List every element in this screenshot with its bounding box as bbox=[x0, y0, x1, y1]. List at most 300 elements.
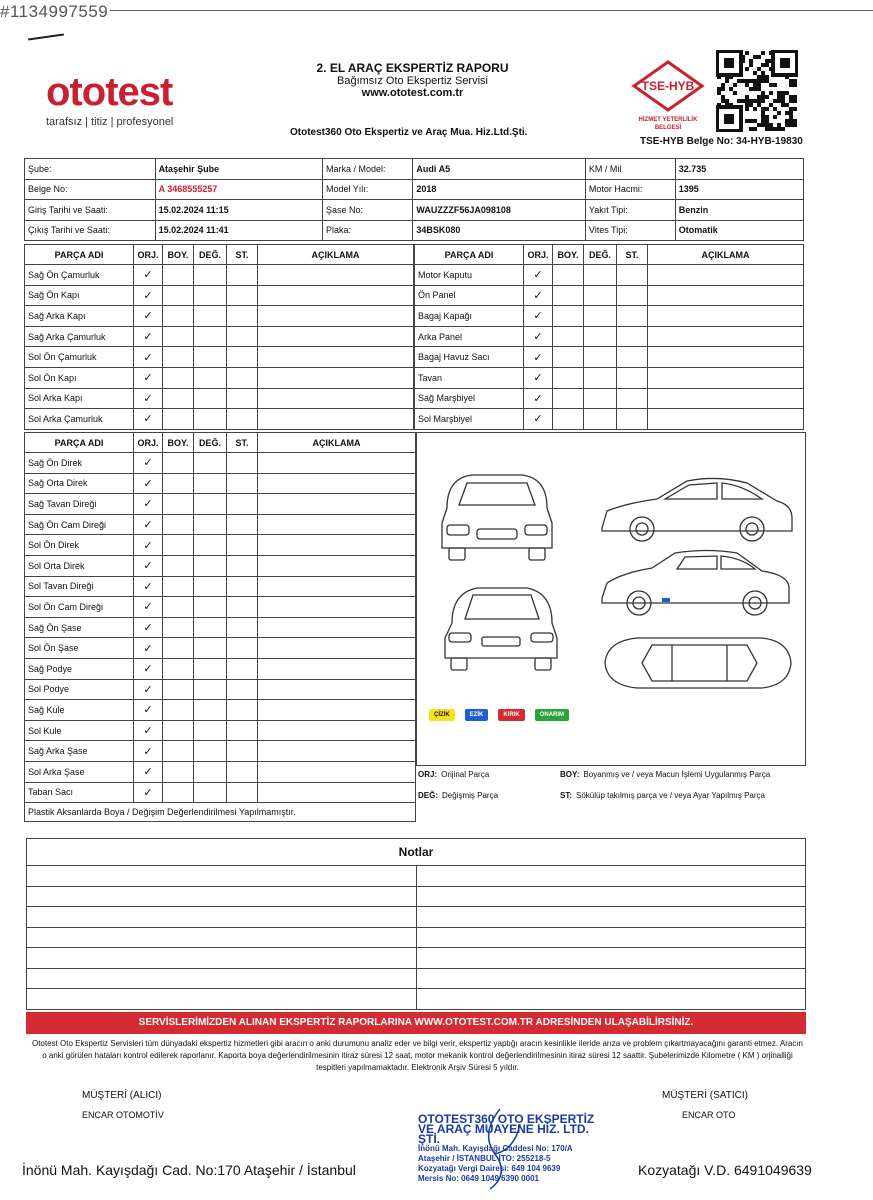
boy-cell bbox=[163, 514, 194, 535]
deg-cell bbox=[584, 367, 617, 388]
st-cell bbox=[227, 597, 258, 618]
part-name: Sağ Arka Kapı bbox=[25, 306, 134, 327]
st-cell bbox=[227, 265, 258, 286]
description-cell bbox=[648, 409, 804, 430]
orj-check-icon: ✓ bbox=[524, 409, 553, 430]
website-link[interactable]: www.ototest.com.tr bbox=[361, 87, 464, 99]
description-cell bbox=[258, 514, 416, 535]
description-cell bbox=[258, 347, 414, 368]
part-row bbox=[25, 535, 416, 556]
orj-check-icon: ✓ bbox=[524, 326, 553, 347]
column-header-part: PARÇA ADI bbox=[25, 433, 134, 453]
part-name: Sağ Ön Çamurluk bbox=[25, 265, 134, 286]
notes-row bbox=[27, 989, 806, 1010]
part-name: Sağ Tavan Direği bbox=[25, 494, 134, 515]
car-damage-diagram bbox=[416, 432, 806, 766]
description-cell bbox=[258, 617, 416, 638]
part-row bbox=[415, 367, 804, 388]
info-label: Giriş Tarihi ve Saati: bbox=[25, 200, 156, 221]
orj-check-icon: ✓ bbox=[524, 367, 553, 388]
part-name: Sağ Ön Şase bbox=[25, 617, 134, 638]
part-row bbox=[25, 700, 416, 721]
boy-cell bbox=[163, 409, 194, 430]
vehicle-info-table bbox=[24, 158, 804, 241]
notes-cell[interactable] bbox=[416, 886, 806, 907]
notes-cell[interactable] bbox=[416, 968, 806, 989]
boy-cell bbox=[163, 720, 194, 741]
part-name: Taban Sacı bbox=[25, 782, 134, 803]
boy-cell bbox=[163, 326, 194, 347]
info-label: Vites Tipi: bbox=[585, 220, 675, 241]
stamp-line-3: İnönü Mah. Kayışdağı Caddesi No: 170/A bbox=[418, 1144, 573, 1153]
boy-cell bbox=[163, 700, 194, 721]
boy-cell bbox=[163, 265, 194, 286]
buyer-label: MÜŞTERİ (ALICI) bbox=[82, 1090, 162, 1101]
description-cell bbox=[258, 306, 414, 327]
part-row bbox=[25, 473, 416, 494]
boy-cell bbox=[163, 494, 194, 515]
info-value: Ataşehir Şube bbox=[155, 159, 322, 180]
notes-cell[interactable] bbox=[27, 948, 417, 969]
description-cell bbox=[648, 347, 804, 368]
orj-check-icon: ✓ bbox=[134, 597, 163, 618]
info-row bbox=[25, 159, 804, 180]
stamp-line-2: VE ARAÇ MUAYENE HİZ. LTD. ŞTİ. bbox=[418, 1122, 589, 1146]
part-row bbox=[25, 617, 416, 638]
column-header-deg: DEĞ. bbox=[194, 245, 227, 265]
notes-row bbox=[27, 927, 806, 948]
deg-cell bbox=[194, 388, 227, 409]
notes-cell[interactable] bbox=[27, 886, 417, 907]
boy-cell bbox=[553, 347, 584, 368]
part-row bbox=[25, 720, 416, 741]
part-row bbox=[415, 306, 804, 327]
website-banner: SERVİSLERİMİZDEN ALINAN EKSPERTİZ RAPORLARINA WWW.OTOTEST.COM.TR ADRESİNDEN ULAŞABİLİRSİNİZ. bbox=[26, 1012, 806, 1034]
part-name: Sağ Ön Kapı bbox=[25, 285, 134, 306]
description-cell bbox=[258, 388, 414, 409]
boy-cell bbox=[163, 555, 194, 576]
st-cell bbox=[227, 617, 258, 638]
legend-boy-key: BOY: bbox=[560, 770, 580, 779]
legend-orj-key: ORJ: bbox=[418, 770, 438, 779]
part-row bbox=[25, 638, 416, 659]
info-label: Çıkış Tarihi ve Saati: bbox=[25, 220, 156, 241]
legend-swatch-onarim: ONARIM bbox=[535, 709, 569, 721]
boy-cell bbox=[163, 347, 194, 368]
part-row bbox=[25, 658, 416, 679]
part-name: Sol Marşbiyel bbox=[415, 409, 524, 430]
part-name: Sol Arka Çamurluk bbox=[25, 409, 134, 430]
notes-cell[interactable] bbox=[27, 968, 417, 989]
parts-header-row bbox=[415, 245, 804, 265]
boy-cell bbox=[163, 473, 194, 494]
part-name: Sağ Arka Şase bbox=[25, 741, 134, 762]
part-name: Tavan bbox=[415, 367, 524, 388]
body-parts-table-left bbox=[24, 244, 414, 430]
notes-row bbox=[27, 907, 806, 928]
description-cell bbox=[258, 367, 414, 388]
st-cell bbox=[227, 658, 258, 679]
boy-cell bbox=[163, 761, 194, 782]
tse-caption-1: HİZMET YETERLİLİK bbox=[638, 117, 698, 123]
part-row bbox=[25, 597, 416, 618]
info-value: 15.02.2024 11:41 bbox=[155, 220, 322, 241]
description-cell bbox=[258, 409, 414, 430]
notes-row bbox=[27, 968, 806, 989]
boy-cell bbox=[163, 597, 194, 618]
orj-check-icon: ✓ bbox=[134, 285, 163, 306]
deg-cell bbox=[194, 285, 227, 306]
part-name: Sol Tavan Direği bbox=[25, 576, 134, 597]
description-cell bbox=[258, 720, 416, 741]
orj-check-icon: ✓ bbox=[134, 453, 163, 474]
orj-check-icon: ✓ bbox=[524, 306, 553, 327]
deg-cell bbox=[194, 367, 227, 388]
st-cell bbox=[227, 473, 258, 494]
ototest-logo: ototest bbox=[46, 70, 173, 114]
deg-cell bbox=[584, 347, 617, 368]
st-cell bbox=[227, 347, 258, 368]
top-divider bbox=[110, 10, 873, 11]
part-name: Sol Arka Şase bbox=[25, 761, 134, 782]
notes-cell[interactable] bbox=[416, 948, 806, 969]
notes-header-row bbox=[27, 839, 806, 866]
part-name: Sol Ön Direk bbox=[25, 535, 134, 556]
info-value: A 3468555257 bbox=[155, 179, 322, 200]
boy-cell bbox=[163, 679, 194, 700]
deg-cell bbox=[194, 473, 227, 494]
legend-deg-key: DEĞ: bbox=[418, 791, 438, 800]
description-cell bbox=[258, 658, 416, 679]
part-name: Sol Podye bbox=[25, 679, 134, 700]
legend-st: Sökülüp takılmış parça ve / veya Ayar Yapılmış Parça bbox=[576, 791, 765, 800]
disclaimer-text: Ototest Oto Ekspertiz Servisleri tüm dünyadaki ekspertiz hizmetleri gibi aracın o anki durumunu analiz eder ve bilgi verir, ekspertiz yaptığı aracın kesinlikle ileride arıza ve problem çıkartmayacağını garanti etmez. Aracın o anki görülen hataları kontrol edilerek raporlanır. Kaporta boya değerlendirilmesinin itiraz süresi 12 saat, motor mekanik kontrol değerlendirilmesinin itiraz süresi 12 saattir. Şubelerimizde Kilometre ( KM ) orjinalliği tespitleri yapılmamaktadır. Elektronik Arşiv Süresi 5 yıldır. bbox=[31, 1039, 803, 1072]
deg-cell bbox=[194, 741, 227, 762]
boy-cell bbox=[553, 367, 584, 388]
boy-cell bbox=[163, 782, 194, 803]
part-name: Ön Panel bbox=[415, 285, 524, 306]
boy-cell bbox=[553, 265, 584, 286]
part-row bbox=[25, 306, 414, 327]
info-value: 32.735 bbox=[675, 159, 803, 180]
info-label: Şube: bbox=[25, 159, 156, 180]
report-subtitle: Bağımsız Oto Ekspertiz Servisi bbox=[337, 75, 488, 87]
st-cell bbox=[617, 306, 648, 327]
part-name: Sağ Ön Direk bbox=[25, 453, 134, 474]
orj-check-icon: ✓ bbox=[524, 347, 553, 368]
orj-check-icon: ✓ bbox=[134, 535, 163, 556]
description-cell bbox=[648, 367, 804, 388]
description-cell bbox=[258, 535, 416, 556]
stamp-line-1: OTOTEST360 OTO EKSPERTİZ bbox=[418, 1112, 595, 1126]
orj-check-icon: ✓ bbox=[524, 265, 553, 286]
orj-check-icon: ✓ bbox=[134, 720, 163, 741]
orj-check-icon: ✓ bbox=[134, 617, 163, 638]
part-name: Sağ Ön Cam Direği bbox=[25, 514, 134, 535]
orj-check-icon: ✓ bbox=[134, 494, 163, 515]
part-row bbox=[25, 388, 414, 409]
legend-swatch-ezi̇k: EZİK bbox=[465, 709, 489, 721]
orj-check-icon: ✓ bbox=[134, 473, 163, 494]
footer-tax-office: Kozyatağı V.D. 6491049639 bbox=[638, 1162, 812, 1178]
notes-title: Notlar bbox=[27, 839, 806, 866]
st-cell bbox=[227, 741, 258, 762]
part-name: Bagaj Kapağı bbox=[415, 306, 524, 327]
column-header-desc: AÇIKLAMA bbox=[258, 245, 414, 265]
boy-cell bbox=[163, 741, 194, 762]
notes-cell[interactable] bbox=[27, 989, 417, 1010]
legend-swatch-kirik: KIRIK bbox=[498, 709, 524, 721]
plastic-note: Plastik Aksanlarda Boya / Değişim Değerlendirilmesi Yapılmamıştır. bbox=[24, 802, 416, 822]
orj-check-icon: ✓ bbox=[524, 388, 553, 409]
stamp-line-4: Ataşehir / İSTANBUL İTO: 255218-5 bbox=[418, 1154, 551, 1163]
pen-mark bbox=[28, 34, 64, 41]
info-value: 34BSK080 bbox=[413, 220, 585, 241]
notes-table bbox=[26, 838, 806, 1010]
st-cell bbox=[227, 514, 258, 535]
notes-cell[interactable] bbox=[27, 907, 417, 928]
part-name: Motor Kaputu bbox=[415, 265, 524, 286]
part-row bbox=[25, 514, 416, 535]
parts-header-row bbox=[25, 433, 416, 453]
part-row bbox=[25, 265, 414, 286]
orj-check-icon: ✓ bbox=[134, 514, 163, 535]
description-cell bbox=[258, 265, 414, 286]
part-name: Sol Kule bbox=[25, 720, 134, 741]
info-label: Şase No: bbox=[322, 200, 412, 221]
tagline: tarafsız | titiz | profesyonel bbox=[46, 116, 174, 128]
part-name: Arka Panel bbox=[415, 326, 524, 347]
column-header-deg: DEĞ. bbox=[194, 433, 227, 453]
part-name: Sol Ön Çamurluk bbox=[25, 347, 134, 368]
description-cell bbox=[258, 326, 414, 347]
part-name: Sağ Orta Direk bbox=[25, 473, 134, 494]
listing-id: #1134997559 bbox=[0, 2, 109, 21]
legend-orj: Orijinal Parça bbox=[441, 770, 490, 779]
part-name: Sol Ön Şase bbox=[25, 638, 134, 659]
notes-cell[interactable] bbox=[27, 866, 417, 887]
boy-cell bbox=[163, 285, 194, 306]
part-name: Sol Arka Kapı bbox=[25, 388, 134, 409]
st-cell bbox=[227, 306, 258, 327]
info-label: Yakıt Tipi: bbox=[585, 200, 675, 221]
st-cell bbox=[227, 576, 258, 597]
legend-st-key: ST: bbox=[560, 791, 572, 800]
qr-code-icon[interactable] bbox=[716, 50, 798, 132]
notes-row bbox=[27, 948, 806, 969]
deg-cell bbox=[584, 306, 617, 327]
info-row bbox=[25, 179, 804, 200]
orj-check-icon: ✓ bbox=[134, 638, 163, 659]
info-label: Plaka: bbox=[322, 220, 412, 241]
info-row bbox=[25, 220, 804, 241]
body-parts-table-right bbox=[414, 244, 804, 430]
orj-check-icon: ✓ bbox=[134, 761, 163, 782]
orj-check-icon: ✓ bbox=[524, 285, 553, 306]
st-cell bbox=[227, 367, 258, 388]
part-row bbox=[415, 285, 804, 306]
company-name: Ototest360 Oto Ekspertiz ve Araç Mua. Hiz.Ltd.Şti. bbox=[290, 127, 528, 138]
info-value: 15.02.2024 11:15 bbox=[155, 200, 322, 221]
description-cell bbox=[258, 473, 416, 494]
boy-cell bbox=[553, 409, 584, 430]
description-cell bbox=[258, 453, 416, 474]
st-cell bbox=[617, 367, 648, 388]
notes-cell[interactable] bbox=[416, 927, 806, 948]
buyer-name: ENCAR OTOMOTİV bbox=[82, 1110, 164, 1120]
column-header-orj: ORJ. bbox=[134, 433, 163, 453]
orj-check-icon: ✓ bbox=[134, 679, 163, 700]
st-cell bbox=[617, 285, 648, 306]
deg-cell bbox=[194, 409, 227, 430]
notes-cell[interactable] bbox=[416, 907, 806, 928]
st-cell bbox=[617, 347, 648, 368]
part-row bbox=[25, 679, 416, 700]
tse-hyb-seal-icon bbox=[628, 58, 708, 138]
description-cell bbox=[648, 326, 804, 347]
column-header-boy: BOY. bbox=[163, 245, 194, 265]
description-cell bbox=[258, 576, 416, 597]
deg-cell bbox=[584, 388, 617, 409]
description-cell bbox=[258, 494, 416, 515]
column-header-boy: BOY. bbox=[553, 245, 584, 265]
description-cell bbox=[648, 265, 804, 286]
description-cell bbox=[258, 555, 416, 576]
st-cell bbox=[227, 326, 258, 347]
part-row bbox=[25, 285, 414, 306]
deg-cell bbox=[584, 285, 617, 306]
column-header-orj: ORJ. bbox=[134, 245, 163, 265]
description-cell bbox=[648, 285, 804, 306]
info-label: Marka / Model: bbox=[322, 159, 412, 180]
deg-cell bbox=[194, 535, 227, 556]
deg-cell bbox=[194, 658, 227, 679]
st-cell bbox=[617, 409, 648, 430]
deg-cell bbox=[194, 555, 227, 576]
notes-row bbox=[27, 886, 806, 907]
st-cell bbox=[227, 409, 258, 430]
deg-cell bbox=[194, 576, 227, 597]
notes-cell[interactable] bbox=[416, 989, 806, 1010]
deg-cell bbox=[194, 679, 227, 700]
boy-cell bbox=[163, 535, 194, 556]
part-row bbox=[25, 761, 416, 782]
info-value: Otomatik bbox=[675, 220, 803, 241]
part-row bbox=[25, 347, 414, 368]
part-name: Sağ Podye bbox=[25, 658, 134, 679]
info-label: Belge No: bbox=[25, 179, 156, 200]
column-header-orj: ORJ. bbox=[524, 245, 553, 265]
footer-address: İnönü Mah. Kayışdağı Cad. No:170 Ataşehir / İstanbul bbox=[22, 1162, 356, 1178]
description-cell bbox=[258, 285, 414, 306]
part-row bbox=[25, 741, 416, 762]
st-cell bbox=[227, 679, 258, 700]
deg-cell bbox=[194, 306, 227, 327]
orj-check-icon: ✓ bbox=[134, 265, 163, 286]
part-row bbox=[415, 409, 804, 430]
boy-cell bbox=[163, 388, 194, 409]
belge-no: TSE-HYB Belge No: 34-HYB-19830 bbox=[640, 136, 803, 147]
description-cell bbox=[258, 597, 416, 618]
boy-cell bbox=[163, 638, 194, 659]
column-header-desc: AÇIKLAMA bbox=[258, 433, 416, 453]
part-row bbox=[415, 326, 804, 347]
boy-cell bbox=[163, 658, 194, 679]
st-cell bbox=[227, 782, 258, 803]
orj-check-icon: ✓ bbox=[134, 326, 163, 347]
boy-cell bbox=[553, 306, 584, 327]
st-cell bbox=[227, 285, 258, 306]
notes-cell[interactable] bbox=[416, 866, 806, 887]
deg-cell bbox=[584, 265, 617, 286]
seller-label: MÜŞTERİ (SATICI) bbox=[662, 1090, 748, 1101]
description-cell bbox=[648, 306, 804, 327]
info-value: Benzin bbox=[675, 200, 803, 221]
boy-cell bbox=[163, 367, 194, 388]
st-cell bbox=[227, 638, 258, 659]
part-name: Sol Ön Cam Direği bbox=[25, 597, 134, 618]
notes-cell[interactable] bbox=[27, 927, 417, 948]
part-row bbox=[25, 555, 416, 576]
deg-cell bbox=[194, 597, 227, 618]
deg-cell bbox=[194, 700, 227, 721]
part-name: Sağ Arka Çamurluk bbox=[25, 326, 134, 347]
info-row bbox=[25, 200, 804, 221]
boy-cell bbox=[553, 388, 584, 409]
part-row bbox=[25, 367, 414, 388]
part-row bbox=[415, 347, 804, 368]
boy-cell bbox=[163, 453, 194, 474]
deg-cell bbox=[194, 265, 227, 286]
part-row bbox=[25, 782, 416, 803]
legend-swatch-çi̇zi̇k: ÇİZİK bbox=[429, 709, 455, 721]
part-row bbox=[25, 453, 416, 474]
st-cell bbox=[227, 388, 258, 409]
info-value: 1395 bbox=[675, 179, 803, 200]
frame-parts-table bbox=[24, 432, 416, 803]
info-value: Audi A5 bbox=[413, 159, 585, 180]
description-cell bbox=[258, 638, 416, 659]
boy-cell bbox=[553, 326, 584, 347]
column-header-st: ST. bbox=[227, 433, 258, 453]
orj-check-icon: ✓ bbox=[134, 388, 163, 409]
deg-cell bbox=[584, 409, 617, 430]
deg-cell bbox=[194, 617, 227, 638]
deg-cell bbox=[194, 494, 227, 515]
part-row bbox=[415, 388, 804, 409]
info-value: 2018 bbox=[413, 179, 585, 200]
orj-check-icon: ✓ bbox=[134, 555, 163, 576]
orj-check-icon: ✓ bbox=[134, 576, 163, 597]
column-header-desc: AÇIKLAMA bbox=[648, 245, 804, 265]
deg-cell bbox=[194, 514, 227, 535]
tse-badge-text: TSE-HYB bbox=[641, 79, 695, 93]
part-name: Sol Orta Direk bbox=[25, 555, 134, 576]
part-name: Sağ Marşbiyel bbox=[415, 388, 524, 409]
info-value: WAUZZZF56JA098108 bbox=[413, 200, 585, 221]
description-cell bbox=[258, 741, 416, 762]
st-cell bbox=[227, 700, 258, 721]
info-label: Motor Hacmi: bbox=[585, 179, 675, 200]
part-row bbox=[25, 494, 416, 515]
deg-cell bbox=[194, 720, 227, 741]
part-row bbox=[25, 326, 414, 347]
part-row bbox=[25, 409, 414, 430]
st-cell bbox=[227, 720, 258, 741]
part-name: Sağ Kule bbox=[25, 700, 134, 721]
legend-deg: Değişmiş Parça bbox=[442, 791, 499, 800]
deg-cell bbox=[194, 326, 227, 347]
